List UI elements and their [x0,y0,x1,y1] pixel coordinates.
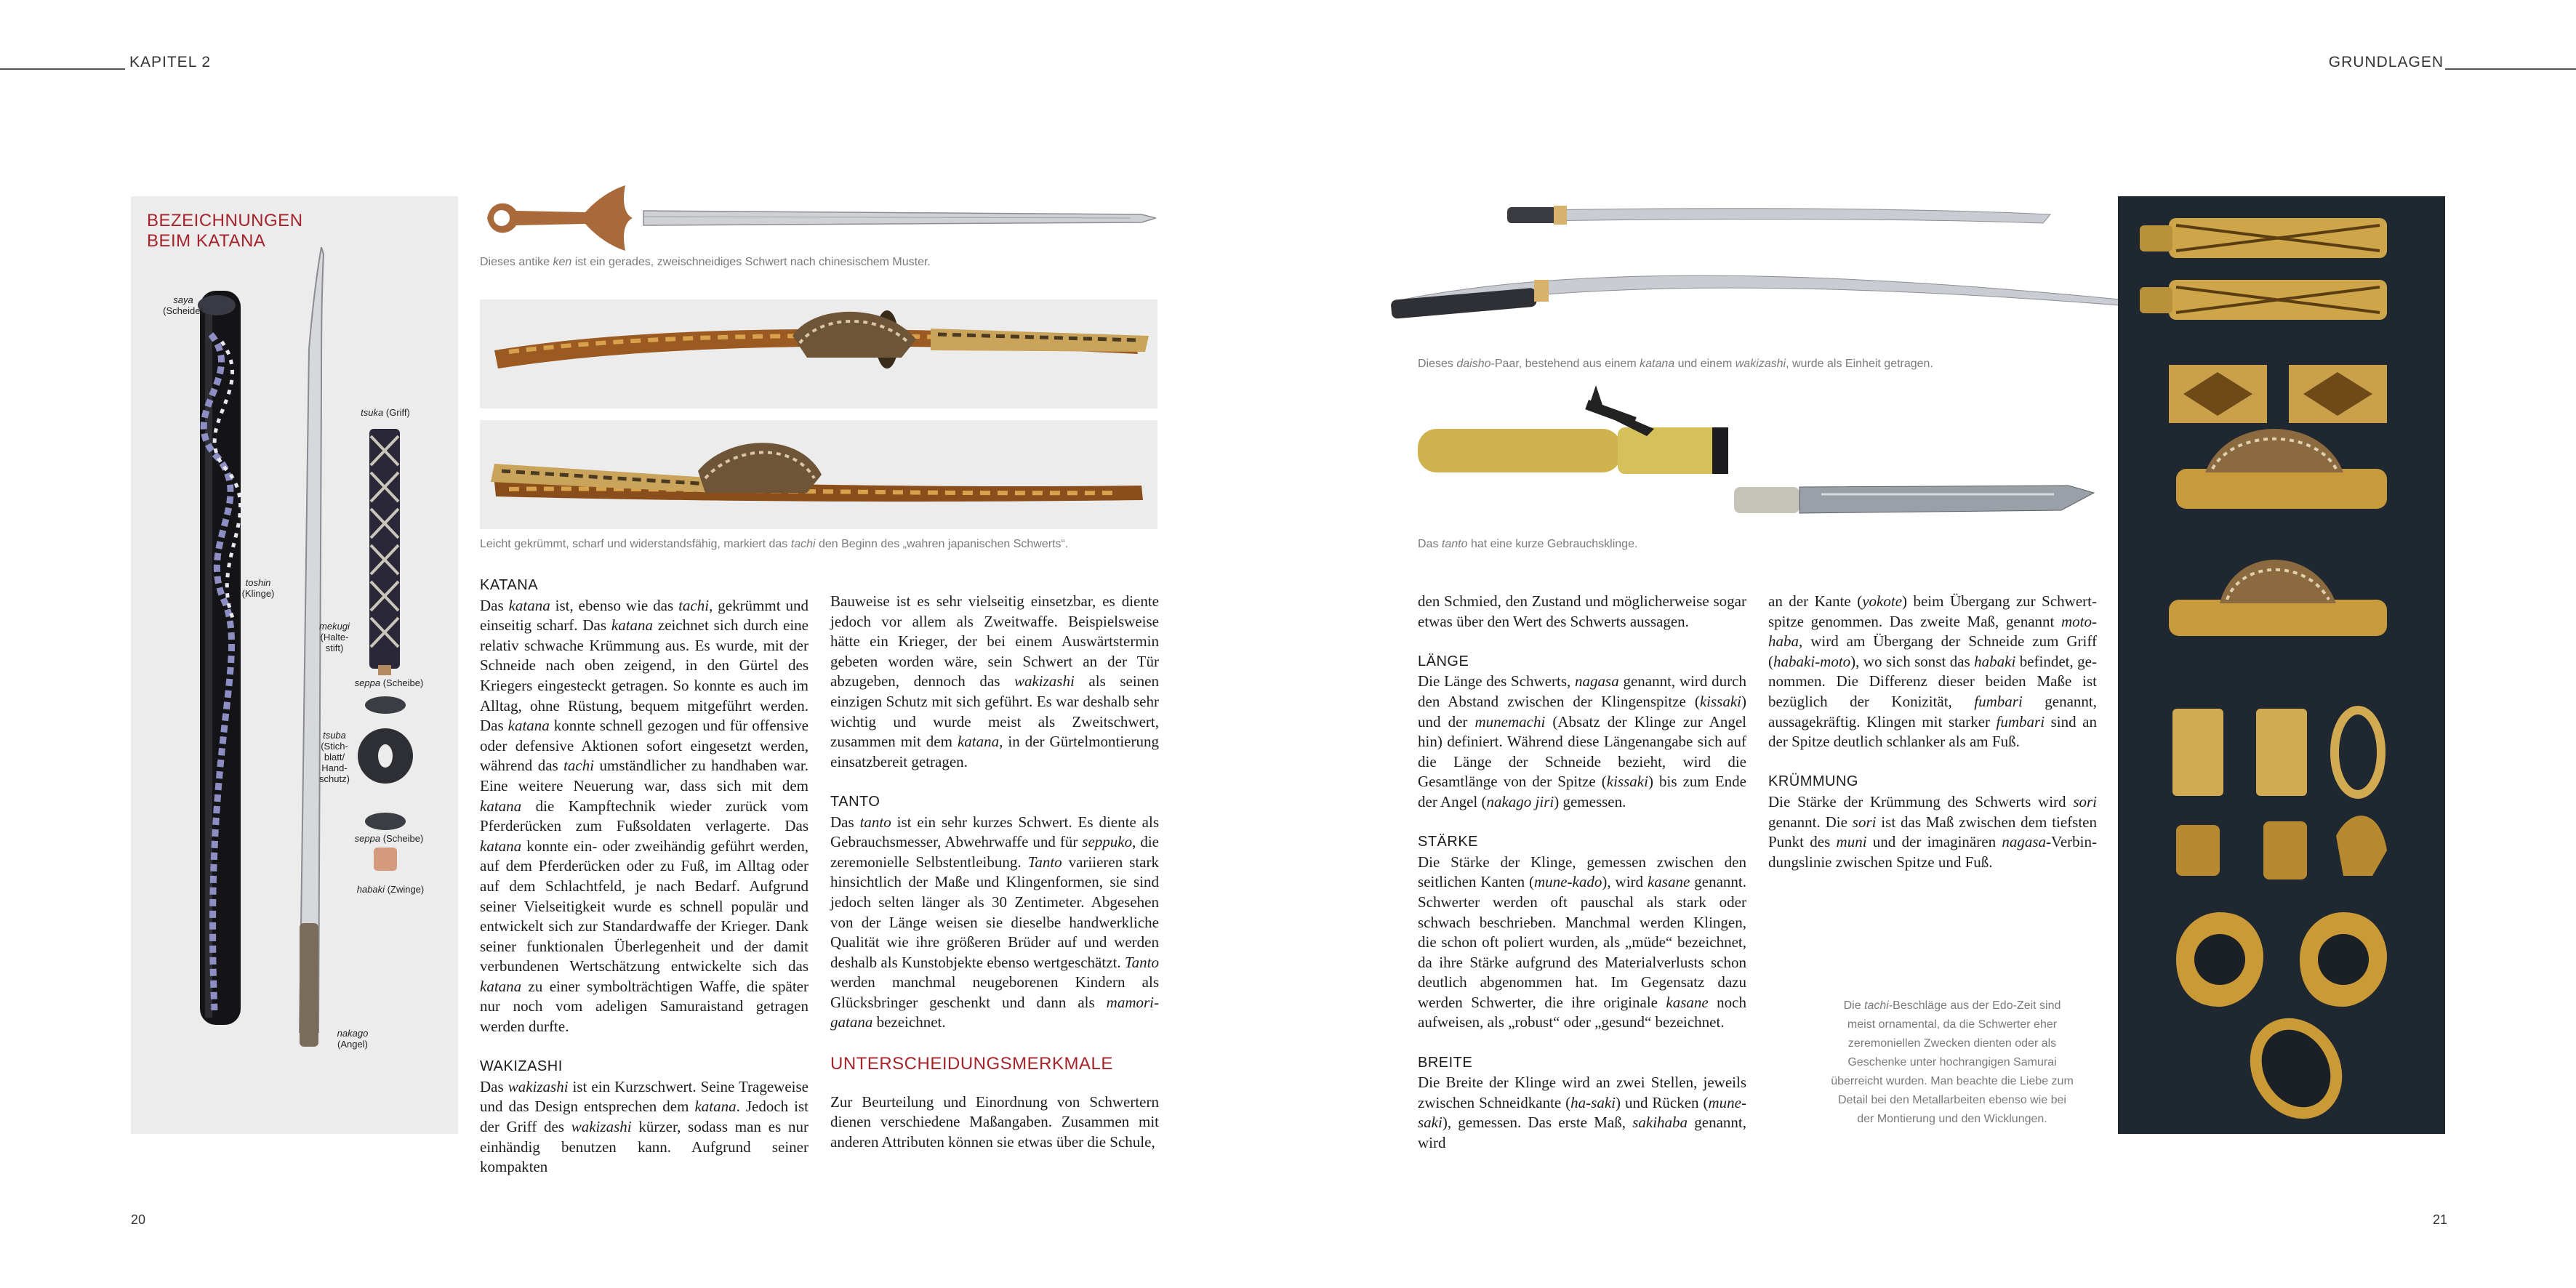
para-wakizashi-cont: Bauweise ist es sehr vielseitig einsetzbar, es diente jedoch vor allem als Zweitwaffe. Beispielsweise hätte ein Krieger, der bei einem Auswärtstermin gebeten worden wäre, sein Schwert an der Tür abzugeben, dennoch das wakizashi als seinen einzigen Schutz mit sich geführt. Es war deshalb sehr wichtig und wurde meist als Zweitschwert, zusammen mit dem katana, in der Gürtelmontierung einsatzbereit getragen. [830,592,1159,770]
header-rule-left [0,68,125,70]
italic-term: kasane [1647,873,1690,891]
header-rule-right [2445,68,2576,70]
italic-term: katana [480,837,522,855]
nakago-shape [300,923,318,1047]
italic-term: mune-kado [1534,873,1602,891]
label-toshin: toshin (Klinge) [241,577,275,599]
italic-term: ha-saki [1570,1093,1616,1111]
italic-term: mamori-gatana [830,993,1159,1031]
italic-term: katana [480,797,522,815]
italic-term: katana [480,977,522,995]
italic-term: tanto [859,813,891,831]
habaki-shape [374,848,397,871]
italic-term: tachi [563,757,595,775]
text-column-3 [1418,592,1746,1154]
fitting-fuchi-2 [2256,709,2307,796]
tanto-caption: Das tanto hat eine kurze Gebrauchsklinge. [1418,538,1638,550]
italic-term: habaki-moto [1773,652,1851,670]
heading-breite: BREITE [1418,1054,1473,1071]
text-column-1 [480,576,808,1178]
para-staerke: Die Stärke der Klinge, gemessen zwischen den seitlichen Kanten (mune-kado), wird kasane genannt. Schwerter werden oft pauschal als stark oder schwach beschrieben. Manchmal werden Klingen, die schon oft poliert wurden, als „müde“ bezeichnet, da ihre Stärke aufgrund des Materialverlusts schon deutlich abgenommen hat. Im Gegensatz dazu werden Schwerter, die ihre originale kasane noch aufweisen, als „robust“ oder „gesund“ bezeichnet. [1418,853,1746,1031]
italic-term: sakihaba [1632,1114,1688,1132]
italic-term: katana [611,616,654,635]
italic-term: wakizashi [507,1077,569,1095]
italic-term: wakizashi [1014,672,1075,691]
fitting-tsuba-single [2232,1002,2360,1134]
heading-staerke: STÄRKE [1418,834,1479,850]
daisho-caption: Dieses daisho-Paar, bestehend aus einem katana und einem wakizashi, wurde als Einheit getragen. [1418,358,1933,370]
katana-diagram-panel [131,196,458,1134]
diagram-title-line1: BEZEICHNUNGEN [147,211,303,230]
seppa-shape [365,696,406,714]
italic-term: katana [694,1098,737,1116]
label-tsuba: tsuba (Stich- blatt/ Hand- schutz) [319,730,350,784]
italic-term: katana [507,717,550,735]
ken-sword-image [476,182,1156,254]
page-number-right: 21 [2433,1212,2448,1227]
fitting-chain-2 [2169,560,2387,636]
heading-wakizashi: WAKIZASHI [480,1058,563,1075]
tanto-image [1414,385,2098,531]
chapter-header: KAPITEL 2 [129,54,212,71]
fittings-caption: Die tachi-Beschläge aus der Edo-Zeit sind meist ornamental, da die Schwerter eher zeremoniellen Zwecken dienten oder als Geschenke unter hochrangigen Samurai überreicht wurden. Man beachte die Liebe zum Detail bei den Metallarbeiten ebenso wie bei der Montierung und den Wicklungen. [1831,999,2074,1125]
italic-term: Tanto [1124,953,1159,971]
italic-term: kasane [1666,993,1709,1011]
italic-term: nagasa [1575,672,1619,691]
italic-term: tachi [678,596,710,614]
heading-katana: KATANA [480,577,539,593]
label-saya: saya (Scheide) [163,294,204,316]
text-column-2 [830,592,1159,1152]
seppa-shape-2 [365,813,406,830]
fittings-panel [2118,196,2445,1134]
heading-kruemmung: KRÜMMUNG [1768,773,1858,790]
italic-term: muni [1836,833,1867,851]
tachi-photo-2 [480,420,1157,529]
italic-term: nagasa [2002,833,2047,851]
fitting-tsuka-2 [2140,280,2387,320]
para-breite: Die Breite der Klinge wird an zwei Stellen, jeweils zwischen Schneidkante (ha-saki) und Rücken (munesaki), gemessen. Das erste Maß, sakihaba genannt, wird [1418,1074,1746,1152]
italic-term: kissaki [1606,773,1648,791]
page-number-left: 20 [131,1212,146,1227]
italic-term: Tanto [1027,853,1062,871]
italic-term: nakago jiri [1486,792,1554,810]
italic-term: sori [2073,792,2097,810]
tachi-photo-1 [480,299,1157,408]
italic-term: yokote [1862,592,1903,610]
label-seppa-1: seppa (Scheibe) [354,677,424,688]
diagram-title-line2: BEIM KATANA [147,231,266,251]
fitting-ring [2335,710,2381,794]
para-laenge: Die Länge des Schwerts, nagasa genannt, wird durch den Abstand zwischen der Klingenspitze (kissaki) und der munemachi (Absatz der Klinge zur Angel hin) definiert. Während diese Längenangabe sich auf die Länge der Schneide bezieht, wird die Gesamtlänge von der Spitze (kissaki) bis zum Ende der Angel (nakago jiri) gemessen. [1418,672,1747,810]
ken-caption: Dieses antike ken ist ein gerades, zweischneidiges Schwert nach chinesischem Muster. [480,256,931,268]
italic-term: munemachi [1474,712,1546,730]
label-tsuka: tsuka (Griff) [361,407,410,418]
fitting-tsuka-1 [2140,218,2387,258]
fitting-tsuba-row [2176,912,2387,1007]
italic-term: katana [957,733,1000,751]
label-seppa-2: seppa (Scheibe) [354,833,424,844]
para-unterschiede-cont: den Schmied, den Zustand und möglicherweise sogar etwas über den Wert des Schwerts aussagen. [1418,592,1746,630]
italic-term: munesaki [1418,1093,1746,1132]
italic-term: katana [508,596,550,614]
para-wakizashi: Das wakizashi ist ein Kurzschwert. Seine Trageweise und das Design entsprechen dem katana. Jedoch ist der Griff des wakizashi kürzer, sodass man es nur einhändig benutzen kann. Aufgrund seiner kompakten [480,1077,808,1176]
italic-term: wakizashi [571,1118,632,1136]
italic-term: motohaba [1768,612,2097,651]
section-header: GRUNDLAGEN [2328,54,2444,71]
para-katana: Das katana ist, ebenso wie das tachi, gekrümmt und einseitig scharf. Das katana zeichnet sich durch eine relativ schwache Krümmung aus. Es wurde, mit der Schneide nach oben zeigend, in den Gürtel des Kriegers eingesteckt getragen. So konnte es auch im Alltag, ohne Rüstung, bequem mitgeführt werden. Das katana konnte schnell gezogen und für offensive oder defensive Aktionen sofort eingesetzt werden, während das tachi umständlicher zu handhaben war. Eine weitere Neuerung war, dass sich mit dem katana die Kampftechnik wieder zurück vom Pferderücken zum Fußsoldaten verlagerte. Das katana konnte ein- oder zweihändig geführt werden, auf dem Pferderücken oder zu Fuß, im Alltag oder auf dem Schlachtfeld, je nach Bedarf. Aufgrund seiner Vielseitigkeit wurde es schnell populär und entwickelt sich zur Standardwaffe der Krieger. Dank seiner funktionalen Überlegenheit und der damit verbundenen Wertschätzung entwickelte sich das katana zu einer symbolträchtigen Waffe, die später nur noch vom adeligen Samuraistand getragen werden durfte. [480,596,808,1036]
fitting-ornaments-row [2176,816,2387,880]
para-kruemmung: Die Stärke der Krümmung des Schwerts wird sori genannt. Die sori ist das Maß zwischen dem tiefsten Punkt des muni und der imaginären nagasa-Verbindungslinie zwischen Spitze und Fuß. [1768,792,2098,871]
para-breite-cont: an der Kante (yokote) beim Übergang zur Schwertspitze genommen. Das zweite Maß, genannt motohaba, wird am Übergang der Schneide zum Griff (habaki-moto), wo sich sonst das habaki befindet, genommen. Die Differenz dieser beiden Maße ist bezüglich der Konizität, fumbari genannt, aussagekräftig. Klingen mit starker fumbari sind an der Spitze deutlich schlanker als am Fuß. [1768,592,2097,751]
italic-term: fumbari [1996,712,2045,730]
label-habaki: habaki (Zwinge) [356,884,425,895]
label-mekugi: mekugi (Halte- stift) [319,621,350,653]
text-column-4 [1768,592,2097,872]
italic-term: kissaki [1699,692,1741,710]
italic-term: habaki [1974,652,2016,670]
heading-unterschiede: UNTERSCHEIDUNGSMERKMALE [830,1053,1113,1074]
fitting-chain-1 [2176,429,2387,509]
para-unterschiede: Zur Beurteilung und Einordnung von Schwertern dienen verschiedene Maßangaben. Zusammen mit anderen Attributen können sie etwas über die Schule, [830,1092,1159,1151]
italic-term: seppuko [1082,833,1133,851]
katana-parts-illustration [131,196,458,1134]
label-nakago: nakago (Angel) [337,1028,369,1050]
daisho-image [1385,185,2141,320]
italic-term: sori [1852,813,1877,831]
heading-tanto: TANTO [830,793,880,810]
italic-term: fumbari [1974,692,2023,710]
para-tanto: Das tanto ist ein sehr kurzes Schwert. Es diente als Gebrauchsmesser, Abwehrwaffe und für seppuko, die zeremonielle Selbstentleibung. Tanto variieren stark hinsichtlich der Maße und Klingenformen, sie sind jedoch selten länger als 30 Zentimeter. Abgesehen von der Länge weisen sie dieselbe handwerkliche Qualität wie ihre größeren Brüder auf und werden deshalb als Kunstobjekte ebenso wertgeschätzt. Tanto werden manchmal neugeborenen Kindern als Glücksbringer geschenkt und dann als mamori-gatana bezeichnet. [830,813,1160,1031]
fitting-fuchi-1 [2172,709,2223,796]
tachi-caption: Leicht gekrümmt, scharf und widerstandsfähig, markiert das tachi den Beginn des „wahren japanischen Schwerts“. [480,538,1069,550]
heading-laenge: LÄNGE [1418,653,1469,669]
